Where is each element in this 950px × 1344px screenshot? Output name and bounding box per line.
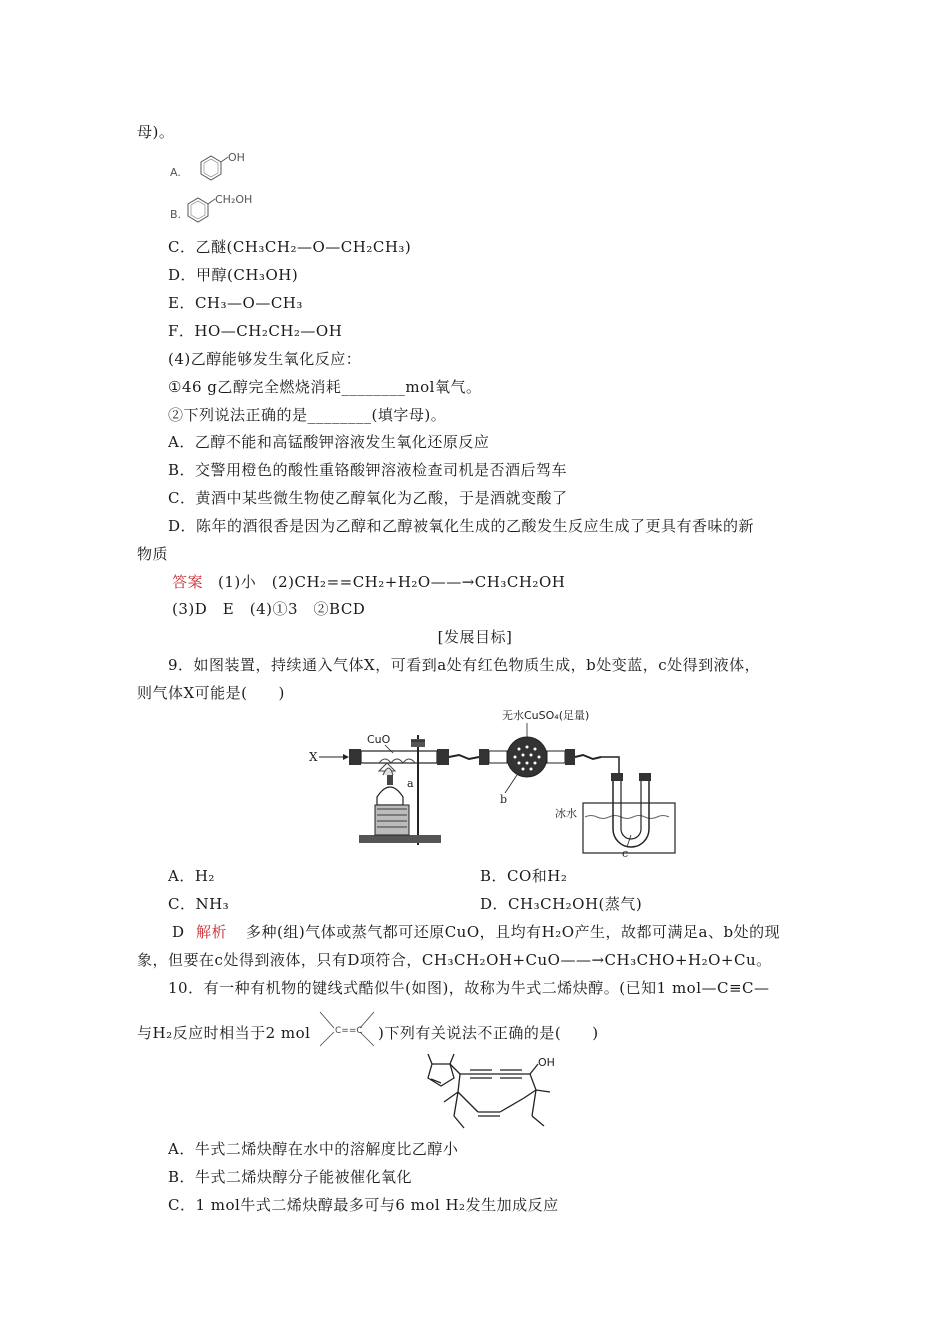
q9-option-d: D．CH₃CH₂OH(蒸气) [480,895,643,913]
option-c-ether: C．乙醚(CH₃CH₂—O—CH₂CH₃) [168,238,412,256]
oh-group: OH [228,151,245,164]
q10-option-c: C．1 mol牛式二烯炔醇最多可与6 mol H₂发生加成反应 [168,1196,559,1214]
option-b-label: B. [170,208,182,221]
q9-option-c: C．NH₃ [168,895,230,913]
cuso4-label: 无水CuSO₄(足量) [502,709,590,722]
option-f: F．HO—CH₂CH₂—OH [168,322,343,340]
q4-option-c: C．黄酒中某些微生物使乙醇氧化为乙酸，于是酒就变酸了 [168,489,568,507]
answer-line-2: (3)D E (4)①3 ②BCD [172,600,366,618]
question-10: 10．有一种有机物的键线式酷似牛(如图)，故称为牛式二烯炔醇。(已知1 mol—C≡C— [168,979,770,997]
answer-label: 答案 [172,573,204,591]
alkene-structure [316,1008,378,1052]
q4-option-d: D．陈年的酒很香是因为乙醇和乙醇被氧化生成的乙酸发生反应生成了更具有香味的新 [168,517,755,535]
ch2oh-group: CH₂OH [215,193,253,206]
question-4-1: ①46 g乙醇完全燃烧消耗________mol氧气。 [168,378,482,396]
text-line: 母)。 [137,123,175,141]
option-e: E．CH₃—O—CH₃ [168,294,303,312]
alkene-label: C==C [335,1026,363,1036]
oh-group: OH [538,1056,555,1069]
option-d-methanol: D．甲醇(CH₃OH) [168,266,299,284]
ice-water-label: 冰水 [555,807,577,820]
a-mark: a [407,777,414,790]
cow-molecule-structure [420,1050,580,1140]
answer-line-1: (1)小 (2)CH₂==CH₂+H₂O——→CH₃CH₂OH [218,573,566,591]
q9-analysis-label: 解析 [196,923,228,941]
question-4: (4)乙醇能够发生氧化反应： [168,350,362,368]
phenol-structure [168,150,258,190]
question-10-cont-a: 与H₂反应时相当于2 mol [137,1024,311,1042]
q9-explanation-1: 多种(组)气体或蒸气都可还原CuO，且均有H₂O产生，故都可满足a、b处的现 [246,923,781,941]
question-4-2: ②下列说法正确的是________(填字母)。 [168,406,447,424]
q10-option-a: A．牛式二烯炔醇在水中的溶解度比乙醇小 [168,1140,459,1158]
x-label: X [309,750,318,764]
q4-option-a: A．乙醇不能和高锰酸钾溶液发生氧化还原反应 [168,433,490,451]
c-mark: c [622,847,629,860]
b-mark: b [500,793,508,806]
cuo-label: CuO [367,733,391,746]
benzyl-alcohol-structure [168,190,278,230]
question-10-cont-b: )下列有关说法不正确的是( ) [378,1024,599,1042]
q9-option-b: B．CO和H₂ [480,867,568,885]
q10-option-b: B．牛式二烯炔醇分子能被催化氧化 [168,1168,413,1186]
q9-answer-letter: D [172,923,185,941]
q4-option-b: B．交警用橙色的酸性重铬酸钾溶液检查司机是否酒后驾车 [168,461,568,479]
question-9: 9．如图装置，持续通入气体X，可看到a处有红色物质生成，b处变蓝，c处得到液体， [168,656,761,674]
q9-option-a: A．H₂ [168,867,215,885]
option-a-label: A. [170,166,181,179]
section-title: [发展目标] [437,628,513,646]
apparatus-figure [305,705,680,860]
q9-explanation-2: 象，但要在c处得到液体，只有D项符合，CH₃CH₂OH+CuO——→CH₃CHO+H₂O+Cu。 [137,951,772,969]
q4-option-d-cont: 物质 [137,545,169,563]
question-9-cont: 则气体X可能是( ) [137,684,285,702]
